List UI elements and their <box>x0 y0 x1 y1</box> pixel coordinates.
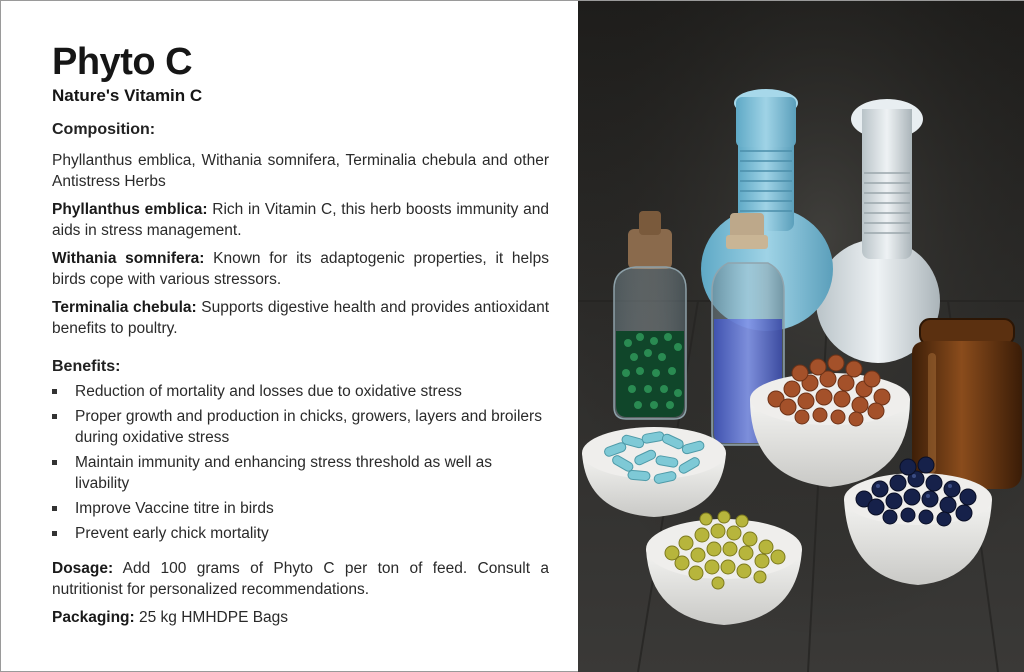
composition-text: Phyllanthus emblica, Withania somnifera, Terminalia chebula and other Antistress Herbs <box>52 152 549 190</box>
dosage-paragraph <box>52 558 549 600</box>
text-column <box>52 41 549 628</box>
composition-item-desc: Rich in Vitamin C, this herb boosts immunity and aids in stress management. <box>52 201 549 239</box>
composition-heading: Composition: <box>52 121 156 138</box>
dosage-label: Dosage: <box>52 560 114 577</box>
bullet-icon <box>52 414 57 419</box>
composition-item-name: Phyllanthus emblica: <box>52 201 208 218</box>
composition-item-withania <box>52 248 549 290</box>
herbal-still-life-image <box>578 1 1024 672</box>
benefits-heading: Benefits: <box>52 358 121 375</box>
benefit-text: Prevent early chick mortality <box>75 525 269 542</box>
product-photo <box>578 1 1024 672</box>
packaging-label: Packaging: <box>52 609 135 626</box>
composition-item-desc: Supports digestive health and provides antioxidant benefits to poultry. <box>52 299 549 337</box>
bullet-icon <box>52 389 57 394</box>
dosage-text: Add 100 grams of Phyto C per ton of feed. Consult a nutritionist for personalized recommendations. <box>52 560 549 598</box>
benefit-text: Maintain immunity and enhancing stress threshold as well as livability <box>75 454 492 492</box>
product-subtitle: Nature's Vitamin C <box>52 86 203 105</box>
composition-item-name: Terminalia chebula: <box>52 299 197 316</box>
benefits-list <box>52 381 549 544</box>
bullet-icon <box>52 506 57 511</box>
composition-item-phyllanthus <box>52 199 549 241</box>
composition-item-name: Withania somnifera: <box>52 250 205 267</box>
product-title: Phyto C <box>52 41 193 83</box>
list-item <box>52 523 549 544</box>
composition-item-desc: Known for its adaptogenic properties, it helps birds cope with various stressors. <box>52 250 549 288</box>
packaging-paragraph <box>52 607 549 628</box>
composition-item-terminalia <box>52 297 549 339</box>
list-item <box>52 406 549 448</box>
benefit-text: Improve Vaccine titre in birds <box>75 500 274 517</box>
packaging-text: 25 kg HMHDPE Bags <box>134 609 289 626</box>
bullet-icon <box>52 531 57 536</box>
list-item <box>52 452 549 494</box>
list-item <box>52 498 549 519</box>
bullet-icon <box>52 460 57 465</box>
benefit-text: Reduction of mortality and losses due to oxidative stress <box>75 383 462 400</box>
benefit-text: Proper growth and production in chicks, growers, layers and broilers during oxidative stress <box>75 408 542 446</box>
list-item <box>52 381 549 402</box>
